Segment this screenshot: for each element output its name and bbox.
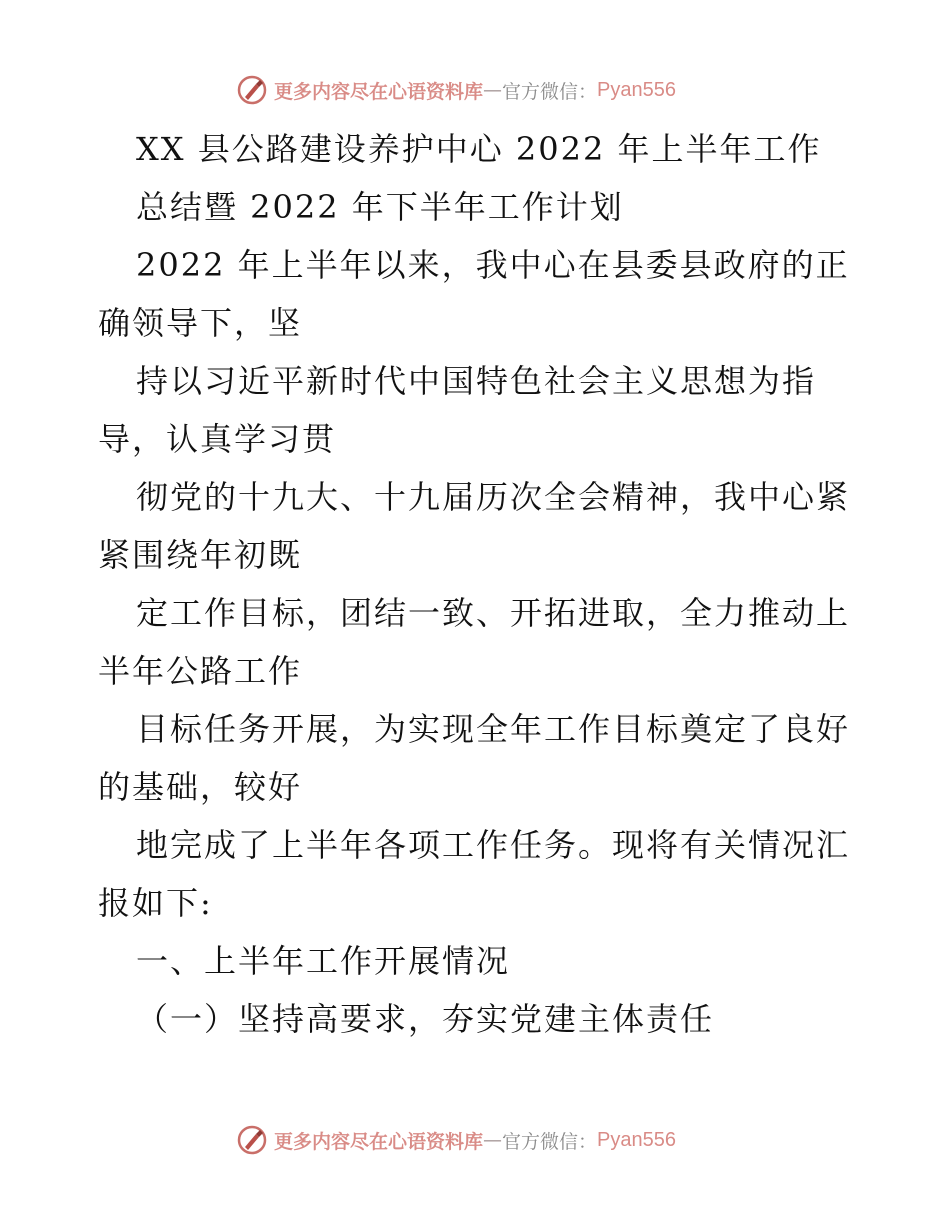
pen-circle-logo-icon <box>236 1124 268 1156</box>
paragraph-line: 目标任务开展，为实现全年工作目标奠定了良好 <box>136 710 851 748</box>
paragraph-line: 地完成了上半年各项工作任务。现将有关情况汇 <box>136 826 851 864</box>
paragraph-line: 持以习近平新时代中国特色社会主义思想为指 <box>136 362 817 400</box>
paragraph-line: 彻党的十九大、十九届历次全会精神，我中心紧 <box>136 478 851 516</box>
paragraph-line: 紧围绕年初既 <box>98 536 303 574</box>
watermark-text: 更多内容尽在心语资料库 <box>274 1130 484 1153</box>
title-line-1: XX 县公路建设养护中心 2022 年上半年工作 <box>136 130 822 168</box>
paragraph-line: 半年公路工作 <box>98 652 303 690</box>
watermark-label: 官方微信： <box>502 80 598 103</box>
watermark-dash: — <box>483 1129 503 1151</box>
footer-watermark <box>236 1122 676 1158</box>
section-heading: 一、上半年工作开展情况 <box>136 942 511 980</box>
pen-circle-logo-icon <box>236 74 268 106</box>
watermark-dash: — <box>483 79 503 101</box>
paragraph-line: 导，认真学习贯 <box>98 420 337 458</box>
subsection-heading: （一）坚持高要求，夯实党建主体责任 <box>136 1000 715 1038</box>
paragraph-line: 报如下: <box>98 884 213 922</box>
watermark-id: Pyan556 <box>597 1128 676 1151</box>
title-line-2: 总结暨 2022 年下半年工作计划 <box>136 188 624 226</box>
paragraph-line: 2022 年上半年以来，我中心在县委县政府的正 <box>136 246 850 284</box>
paragraph-line: 定工作目标，团结一致、开拓进取，全力推动上 <box>136 594 851 632</box>
header-watermark <box>236 72 676 108</box>
watermark-id: Pyan556 <box>597 78 676 101</box>
paragraph-line: 的基础，较好 <box>98 768 303 806</box>
watermark-label: 官方微信： <box>502 1130 598 1153</box>
watermark-text: 更多内容尽在心语资料库 <box>274 80 484 103</box>
paragraph-line: 确领导下，坚 <box>98 304 303 342</box>
